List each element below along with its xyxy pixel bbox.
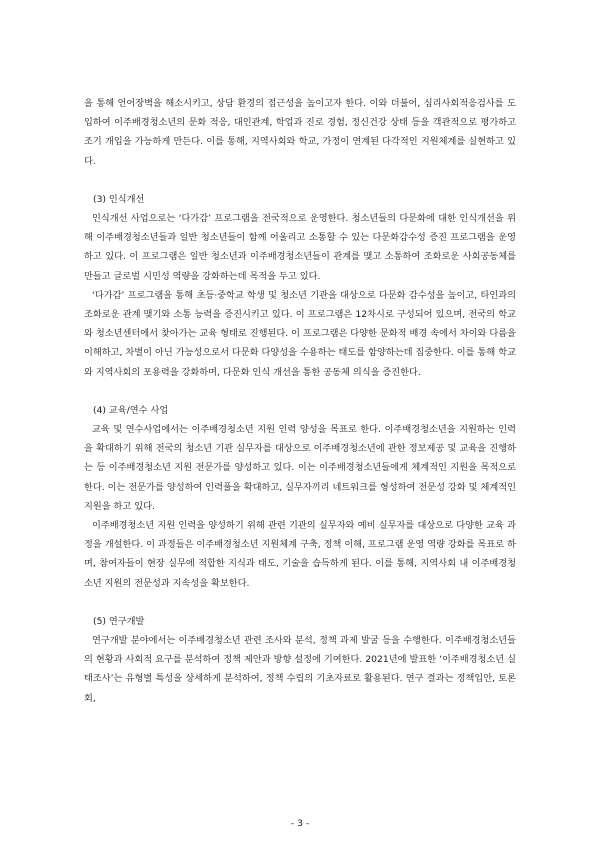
training-paragraph-2: 이주배경청소년 지원 인력을 양성하기 위해 관련 기관의 실무자와 예비 실무자를 대상으로 다양한 교육 과정을 개설한다. 이 과정들은 이주배경청소년 지원체계 구축, 정책 이해, 프로그램 운영 역량 강화를 목표로 하며, 참여자들이 현장 실무에 적합한 지식과 태도, 기술을 습득하게 된다. 이를 통해, 지역사회 내 이주배경청소년 지원의 전문성과 지속성을 확보한다. bbox=[84, 520, 516, 589]
section-gap bbox=[84, 382, 516, 401]
section-heading-awareness: (3) 인식개선 bbox=[93, 193, 145, 205]
page-number: - 3 - bbox=[290, 818, 310, 829]
section-gap bbox=[84, 593, 516, 612]
page-body bbox=[84, 94, 516, 708]
research-paragraph-1: 연구개발 분야에서는 이주배경청소년 관련 조사와 분석, 정책 과제 발굴 등을 수행한다. 이주배경청소년들의 현황과 사회적 요구를 분석하여 정책 제안과 방향 설정에 기여한다. 2021년에 발표한 ‘이주배경청소년 실태조사’는 유형별 특성을 상세하게 분석하여, 정책 수립의 기초자료로 활용된다. 연구 결과는 정책입안, 토론회, bbox=[84, 635, 516, 704]
intro-paragraph: 을 통해 언어장벽을 해소시키고, 상담 환경의 접근성을 높이고자 한다. 이와 더불어, 심리사회적응검사를 도입하여 이주배경청소년의 문화 적응, 대인관계, 학업과 진로 경험, 정신건강 상태 등을 객관적으로 평가하고 조기 개입을 가능하게 만든다. 이를 통해, 지역사회와 학교, 가정이 연계된 다각적인 지원체계를 실현하고 있다. bbox=[84, 98, 516, 167]
section-gap bbox=[84, 171, 516, 190]
awareness-paragraph-1: 인식개선 사업으로는 ‘다가감’ 프로그램을 전국적으로 운영한다. 청소년들의 다문화에 대한 인식개선을 위해 이주배경청소년들과 일반 청소년들이 함께 어울리고 소통할 수 있는 다문화감수성 증진 프로그램을 운영하고 있다. 이 프로그램은 일반 청소년과 이주배경청소년들이 관계를 맺고 소통하여 조화로운 사회공동체를 만들고 글로벌 시민성 역량을 강화하는데 목적을 두고 있다. bbox=[84, 213, 516, 282]
section-heading-research: (5) 연구개발 bbox=[93, 615, 145, 627]
awareness-paragraph-2: ‘다가감’ 프로그램을 통해 초등·중학교 학생 및 청소년 기관을 대상으로 다문화 감수성을 높이고, 타인과의 조화로운 관계 맺기와 소통 능력을 증진시키고 있다. 이 프로그램은 12차시로 구성되어 있으며, 전국의 학교와 청소년센터에서 찾아가는 교육 형태로 진행된다. 이 프로그램은 다양한 문화적 배경 속에서 차이와 다름을 이해하고, 차별이 아닌 가능성으로서 다문화 다양성을 수용하는 태도를 함양하는데 집중한다. 이를 통해 학교와 지역사회의 포용력을 강화하며, 다문화 인식 개선을 통한 공동체 의식을 증진한다. bbox=[84, 289, 516, 378]
training-paragraph-1: 교육 및 연수사업에서는 이주배경청소년 지원 인력 양성을 목표로 한다. 이주배경청소년을 지원하는 인력을 확대하기 위해 전국의 청소년 기관 실무자를 대상으로 이주배경청소년에 관한 정보제공 및 교육을 진행하는 등 이주배경청소년 지원 전문가를 양성하고 있다. 이는 이주배경청소년들에게 체계적인 지원을 목적으로 한다. 이는 전문가를 양성하여 인력풀을 확대하고, 실무자끼리 네트워크를 형성하여 전문성 강화 및 체계적인 지원을 하고 있다. bbox=[84, 424, 516, 512]
section-heading-training: (4) 교육/연수 사업 bbox=[93, 404, 169, 416]
